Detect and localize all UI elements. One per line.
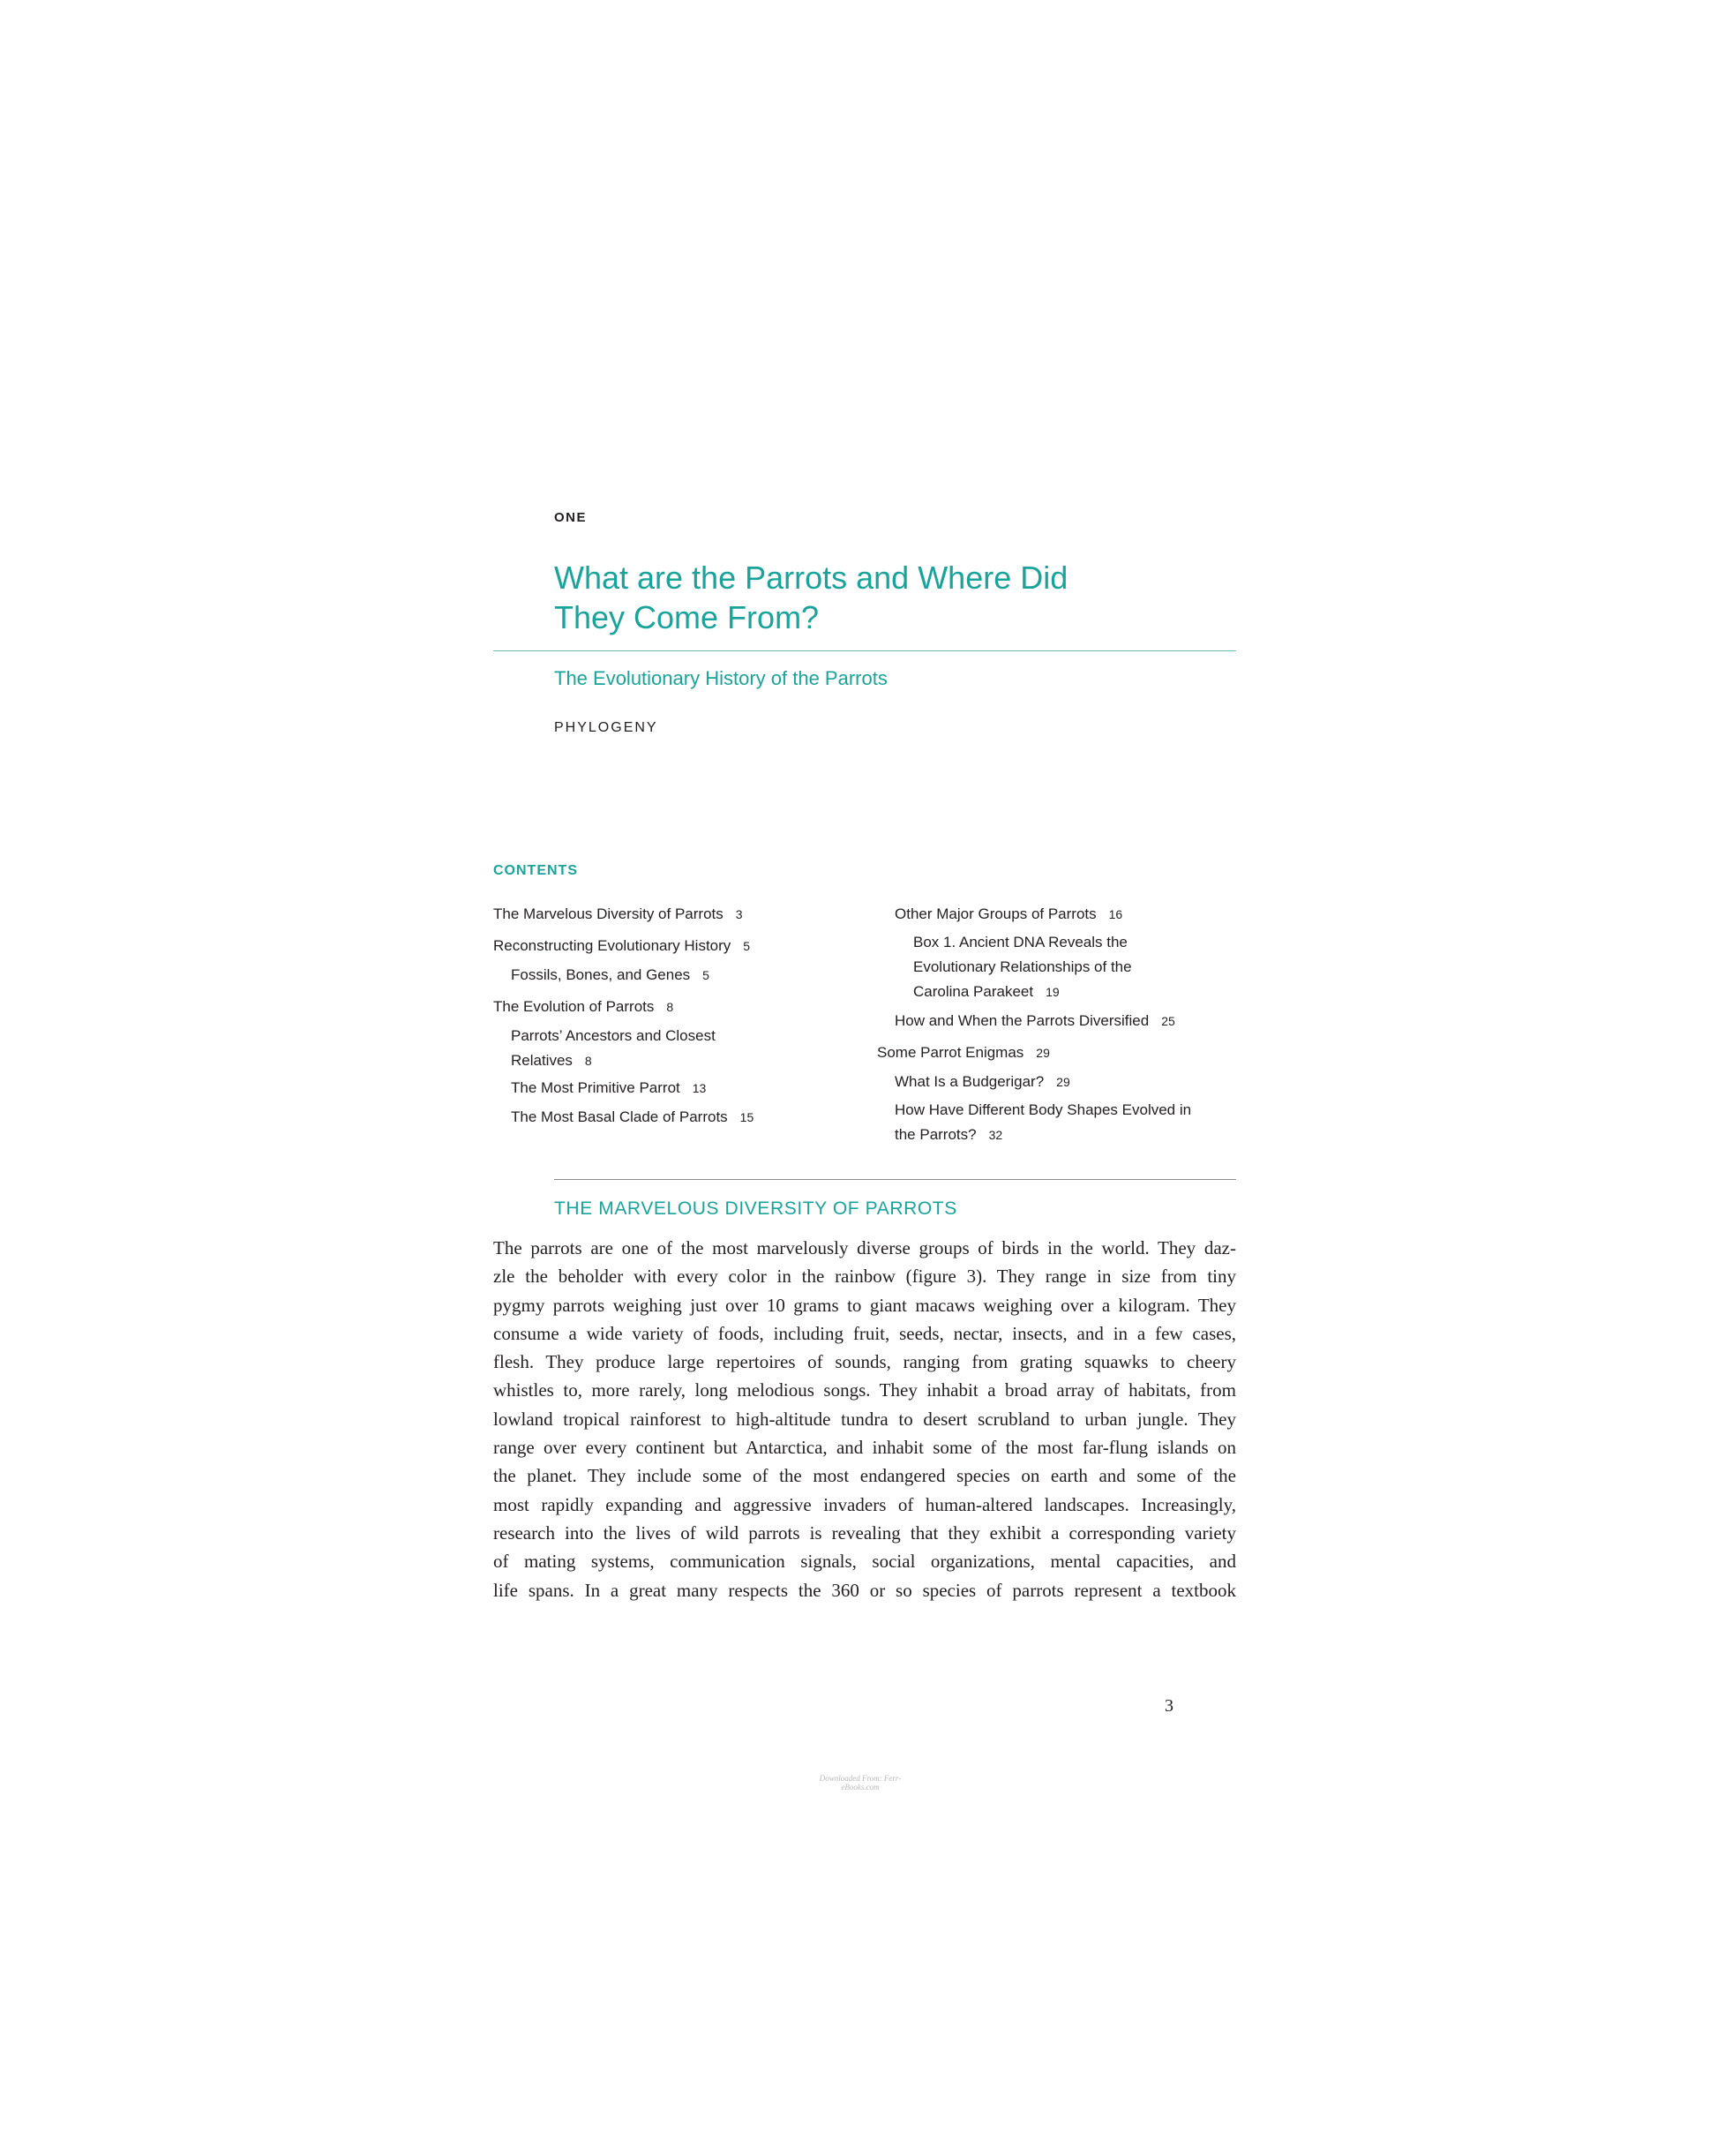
toc-entry — [493, 934, 750, 958]
body-line: life spans. In a great many respects the 360 or so species of parrots represent a textbook — [493, 1579, 1236, 1601]
toc-entry-text: Carolina Parakeet 19 — [913, 983, 1060, 1000]
toc-page-number: 32 — [988, 1128, 1003, 1142]
toc-page-number: 15 — [739, 1110, 754, 1124]
toc-entry — [511, 1024, 716, 1073]
chapter-label: ONE — [554, 510, 588, 525]
toc-entry — [895, 902, 1122, 927]
toc-entry — [895, 1009, 1175, 1033]
body-paragraph — [493, 1234, 1236, 1604]
body-line: most rapidly expanding and aggressive invaders of human-altered landscapes. Increasingly, — [493, 1493, 1236, 1515]
toc-entry-text: Other Major Groups of Parrots 16 — [895, 905, 1123, 922]
toc-page-number: 3 — [735, 907, 743, 921]
body-line: whistles to, more rarely, long melodious songs. They inhabit a broad array of habitats, from — [493, 1379, 1236, 1401]
body-line: pygmy parrots weighing just over 10 grams to giant macaws weighing over a kilogram. They — [493, 1294, 1236, 1316]
toc-page-number: 16 — [1108, 907, 1123, 921]
chapter-subtitle: The Evolutionary History of the Parrots — [554, 667, 888, 689]
body-line: of mating systems, communication signals, social organizations, mental capacities, and — [493, 1551, 1236, 1573]
page-number: 3 — [1165, 1696, 1173, 1716]
toc-page-number: 29 — [1036, 1046, 1050, 1060]
toc-entry-text: How and When the Parrots Diversified 25 — [895, 1012, 1175, 1029]
toc-page-number: 5 — [743, 939, 751, 953]
body-line: range over every continent but Antarctica, and inhabit some of the most far-flung islands on — [493, 1437, 1236, 1459]
chapter-title-line-2: They Come From? — [554, 599, 820, 635]
toc-entry — [877, 1040, 1050, 1065]
toc-page-number: 29 — [1056, 1075, 1070, 1089]
chapter-title-line-1: What are the Parrots and Where Did — [554, 560, 1068, 596]
toc-page-number: 19 — [1046, 985, 1060, 999]
body-line: zle the beholder with every color in the rainbow (figure 3). They range in size from tiny — [493, 1266, 1236, 1288]
toc-entry-text: Evolutionary Relationships of the — [913, 958, 1132, 975]
toc-entry — [511, 1076, 706, 1101]
toc-entry-text: Box 1. Ancient DNA Reveals the — [913, 934, 1128, 950]
body-line: The parrots are one of the most marvelously diverse groups of birds in the world. They daz- — [493, 1237, 1236, 1258]
body-line: lowland tropical rainforest to high-altitude tundra to desert scrubland to urban jungle. They — [493, 1408, 1236, 1430]
toc-entry-text: Some Parrot Enigmas 29 — [877, 1044, 1050, 1061]
toc-entry-text: How Have Different Body Shapes Evolved in — [895, 1101, 1192, 1118]
toc-page-number: 8 — [666, 1000, 674, 1014]
chapter-topic: PHYLOGENY — [554, 720, 658, 735]
toc-entry-text: The Evolution of Parrots 8 — [493, 998, 674, 1015]
toc-entry — [913, 930, 1132, 1004]
toc-entry — [493, 902, 743, 927]
body-line: consume a wide variety of foods, including fruit, seeds, nectar, insects, and in a few cases, — [493, 1322, 1236, 1344]
toc-entry-text: the Parrots? 32 — [895, 1126, 1003, 1143]
toc-entry-text: Relatives 8 — [511, 1052, 592, 1069]
chapter-title — [554, 558, 1225, 637]
section-divider — [554, 1179, 1236, 1180]
section-heading: THE MARVELOUS DIVERSITY OF PARROTS — [554, 1198, 957, 1219]
contents-heading: CONTENTS — [493, 863, 578, 878]
toc-page-number: 25 — [1161, 1014, 1175, 1028]
toc-entry — [511, 963, 709, 988]
toc-entry-text: The Most Primitive Parrot 13 — [511, 1079, 707, 1096]
toc-page-number: 13 — [692, 1081, 707, 1095]
toc-entry-text: Parrots’ Ancestors and Closest — [511, 1027, 716, 1044]
toc-entry — [895, 1098, 1191, 1147]
body-line: the planet. They include some of the most endangered species on earth and some of the — [493, 1465, 1236, 1487]
body-line: flesh. They produce large repertoires of sounds, ranging from grating squawks to cheery — [493, 1351, 1236, 1373]
toc-entry-text: The Most Basal Clade of Parrots 15 — [511, 1108, 754, 1125]
toc-entry — [511, 1105, 754, 1130]
toc-entry-text: The Marvelous Diversity of Parrots 3 — [493, 905, 743, 922]
toc-entry-text: What Is a Budgerigar? 29 — [895, 1073, 1070, 1090]
title-divider — [493, 650, 1236, 651]
watermark: Downloaded From: Ferr-eBooks.com — [819, 1774, 902, 1792]
body-line: research into the lives of wild parrots is revealing that they exhibit a corresponding variety — [493, 1521, 1236, 1544]
toc-entry — [895, 1070, 1070, 1094]
toc-entry-text: Reconstructing Evolutionary History 5 — [493, 937, 751, 954]
toc-entry-text: Fossils, Bones, and Genes 5 — [511, 966, 709, 983]
toc-page-number: 5 — [702, 968, 709, 982]
toc-page-number: 8 — [584, 1054, 592, 1068]
toc-entry — [493, 995, 673, 1019]
